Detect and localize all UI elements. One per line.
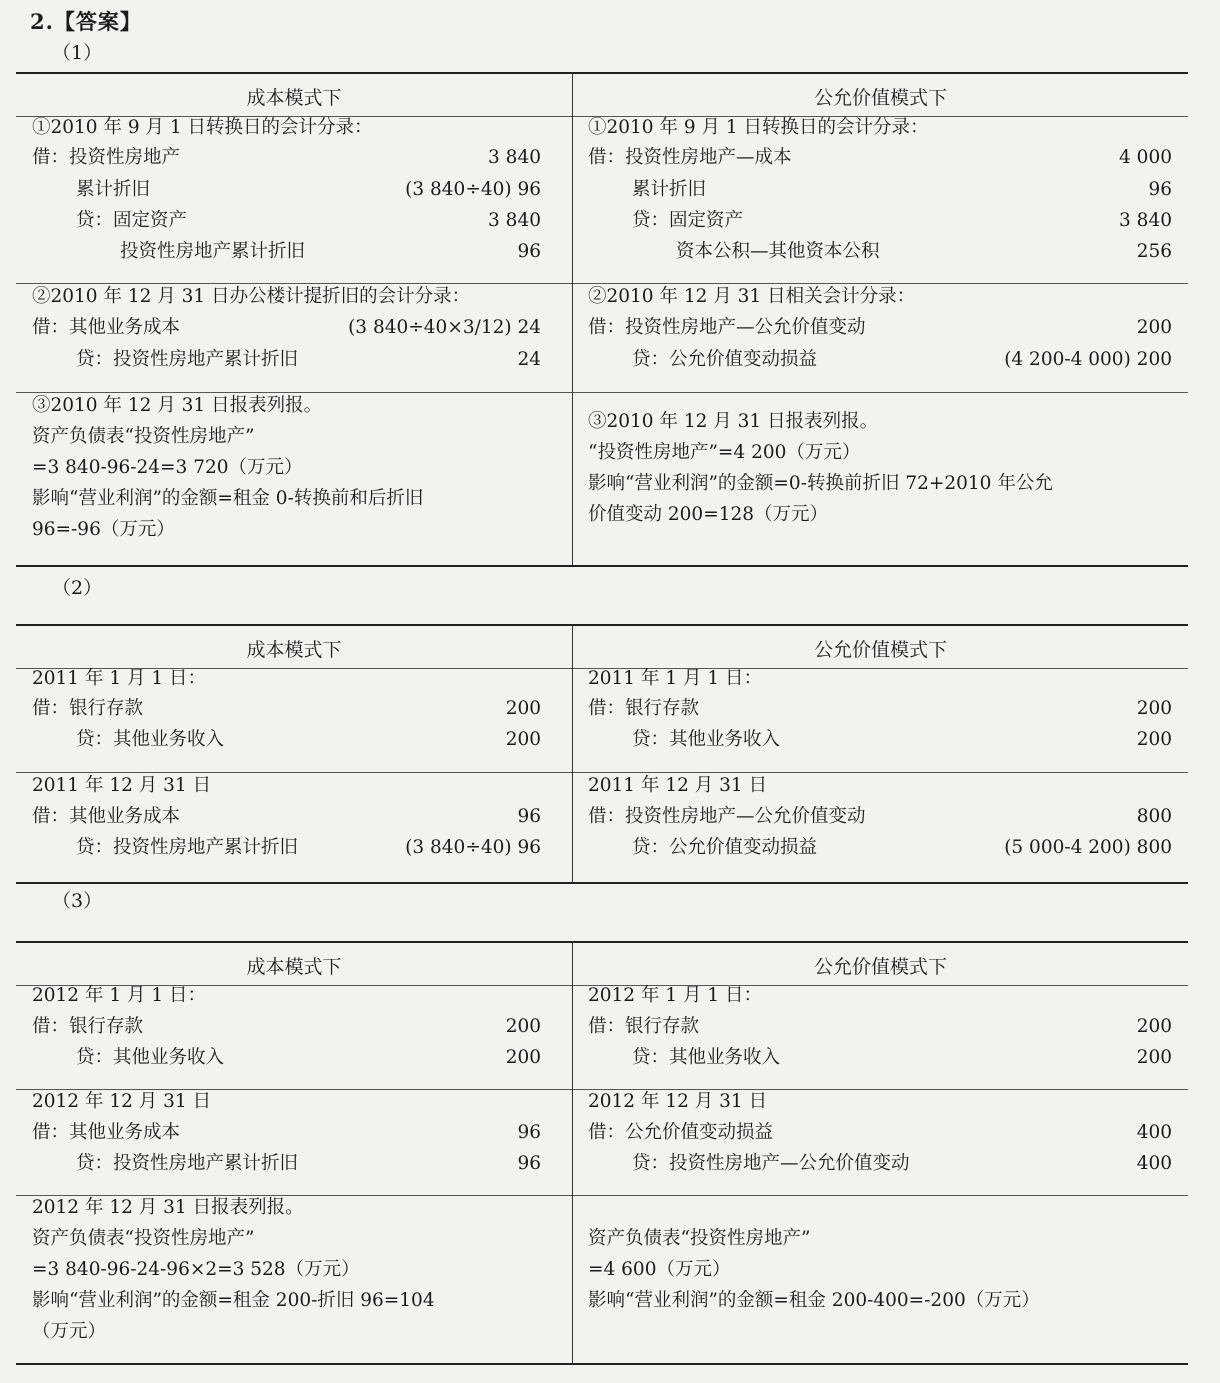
entry-line: 贷：公允价值变动损益 bbox=[632, 837, 818, 858]
column-header-fair-value: 公允价值模式下 bbox=[813, 639, 947, 661]
entry-line: =3 840-96-24-96×2=3 528（万元） bbox=[32, 1259, 360, 1280]
block-divider bbox=[16, 1089, 572, 1090]
table-bottom-rule bbox=[16, 565, 1188, 567]
part-label: （2） bbox=[52, 577, 103, 599]
entry-line: 影响“营业利润”的金额=租金 200-折旧 96=104 bbox=[32, 1290, 435, 1311]
entry-amount: 400 bbox=[1136, 1153, 1172, 1174]
entry-line: 96=-96（万元） bbox=[32, 519, 175, 540]
entry-amount: 400 bbox=[1136, 1122, 1172, 1143]
entry-line: ①2010 年 9 月 1 日转换日的会计分录： bbox=[588, 117, 929, 138]
entry-line: 资产负债表“投资性房地产” bbox=[32, 426, 255, 447]
entry-amount: 4 000 bbox=[1119, 147, 1172, 168]
entry-line: 资产负债表“投资性房地产” bbox=[588, 1228, 811, 1249]
block-divider bbox=[573, 772, 1188, 773]
entry-line: 贷：固定资产 bbox=[632, 210, 744, 231]
entry-line: 借：投资性房地产—成本 bbox=[588, 147, 792, 168]
entry-amount: 256 bbox=[1136, 241, 1172, 262]
column-divider bbox=[572, 624, 573, 882]
entry-line: 2011 年 1 月 1 日： bbox=[588, 668, 763, 689]
entry-amount: 800 bbox=[1136, 806, 1172, 827]
entry-line: （万元） bbox=[32, 1321, 107, 1342]
entry-amount: 200 bbox=[1136, 317, 1172, 338]
entry-line: 价值变动 200=128（万元） bbox=[588, 504, 829, 525]
entry-line: 影响“营业利润”的金额=0-转换前折旧 72+2010 年公允 bbox=[588, 473, 1053, 494]
entry-line: 贷：投资性房地产累计折旧 bbox=[76, 837, 299, 858]
table-bottom-rule bbox=[16, 1363, 1188, 1365]
entry-amount: 3 840 bbox=[1119, 210, 1172, 231]
entry-line: 贷：投资性房地产累计折旧 bbox=[76, 349, 299, 370]
column-header-cost: 成本模式下 bbox=[246, 87, 342, 109]
entry-line: “投资性房地产”=4 200（万元） bbox=[588, 442, 861, 463]
entry-line: =4 600（万元） bbox=[588, 1259, 731, 1280]
entry-line: 借：银行存款 bbox=[588, 698, 700, 719]
entry-line: 影响“营业利润”的金额=租金 0-转换前和后折旧 bbox=[32, 488, 424, 509]
entry-line: 2012 年 1 月 1 日： bbox=[32, 985, 207, 1006]
entry-line: 贷：其他业务收入 bbox=[76, 1047, 225, 1068]
entry-amount: 3 840 bbox=[488, 210, 541, 231]
entry-line: ③2010 年 12 月 31 日报表列报。 bbox=[32, 395, 323, 416]
entry-line: 2011 年 12 月 31 日 bbox=[588, 775, 768, 796]
entry-line: 2011 年 1 月 1 日： bbox=[32, 668, 207, 689]
block-divider bbox=[573, 1195, 1188, 1196]
entry-line: 借：其他业务成本 bbox=[32, 317, 181, 338]
entry-line: 累计折旧 bbox=[76, 179, 151, 200]
entry-line: 影响“营业利润”的金额=租金 200-400=-200（万元） bbox=[588, 1290, 1040, 1311]
entry-line: 借：其他业务成本 bbox=[32, 806, 181, 827]
entry-amount: (4 200-4 000) 200 bbox=[1004, 349, 1172, 370]
entry-line: 贷：投资性房地产—公允价值变动 bbox=[632, 1153, 910, 1174]
entry-amount: 96 bbox=[517, 806, 541, 827]
entry-line: 借：银行存款 bbox=[588, 1016, 700, 1037]
entry-line: 借：银行存款 bbox=[32, 698, 144, 719]
entry-amount: 24 bbox=[517, 349, 541, 370]
entry-amount: 200 bbox=[505, 1047, 541, 1068]
entry-amount: 96 bbox=[517, 1122, 541, 1143]
entry-line: 2012 年 12 月 31 日报表列报。 bbox=[32, 1197, 304, 1218]
entry-amount: 200 bbox=[505, 729, 541, 750]
entry-line: ②2010 年 12 月 31 日相关会计分录： bbox=[588, 286, 916, 307]
entry-line: 贷：固定资产 bbox=[76, 210, 188, 231]
table-top-rule bbox=[16, 624, 1188, 626]
block-divider bbox=[16, 283, 572, 284]
table-top-rule bbox=[16, 72, 1188, 74]
entry-amount: (3 840÷40) 96 bbox=[405, 837, 541, 858]
part-label: （3） bbox=[52, 890, 103, 912]
entry-line: 2012 年 12 月 31 日 bbox=[588, 1091, 768, 1112]
entry-line: 贷：其他业务收入 bbox=[632, 1047, 781, 1068]
column-header-cost: 成本模式下 bbox=[246, 639, 342, 661]
entry-amount: 3 840 bbox=[488, 147, 541, 168]
column-divider bbox=[572, 941, 573, 1363]
entry-amount: 200 bbox=[505, 698, 541, 719]
entry-line: 投资性房地产累计折旧 bbox=[120, 241, 306, 262]
entry-line: 借：投资性房地产—公允价值变动 bbox=[588, 806, 866, 827]
entry-amount: 200 bbox=[1136, 698, 1172, 719]
part-label: （1） bbox=[52, 42, 103, 64]
entry-amount: 200 bbox=[1136, 1016, 1172, 1037]
entry-line: 借：银行存款 bbox=[32, 1016, 144, 1037]
block-divider bbox=[16, 392, 572, 393]
entry-line: 借：投资性房地产 bbox=[32, 147, 181, 168]
entry-amount: 96 bbox=[1148, 179, 1172, 200]
entry-line: 贷：公允价值变动损益 bbox=[632, 349, 818, 370]
entry-line: ③2010 年 12 月 31 日报表列报。 bbox=[588, 411, 879, 432]
entry-amount: 96 bbox=[517, 241, 541, 262]
entry-line: 2012 年 12 月 31 日 bbox=[32, 1091, 212, 1112]
column-divider bbox=[572, 72, 573, 565]
entry-line: 累计折旧 bbox=[632, 179, 707, 200]
entry-line: 借：投资性房地产—公允价值变动 bbox=[588, 317, 866, 338]
entry-amount: 200 bbox=[1136, 729, 1172, 750]
entry-amount: (3 840÷40×3/12) 24 bbox=[348, 317, 541, 338]
block-divider bbox=[573, 283, 1188, 284]
entry-line: 借：公允价值变动损益 bbox=[588, 1122, 774, 1143]
block-divider bbox=[16, 772, 572, 773]
answer-heading: 2.【答案】 bbox=[30, 9, 142, 34]
entry-line: ②2010 年 12 月 31 日办公楼计提折旧的会计分录： bbox=[32, 286, 471, 307]
entry-line: 2012 年 1 月 1 日： bbox=[588, 985, 763, 1006]
entry-amount: 200 bbox=[505, 1016, 541, 1037]
entry-line: 贷：投资性房地产累计折旧 bbox=[76, 1153, 299, 1174]
entry-line: ①2010 年 9 月 1 日转换日的会计分录： bbox=[32, 117, 373, 138]
column-header-fair-value: 公允价值模式下 bbox=[813, 956, 947, 978]
table-bottom-rule bbox=[16, 882, 1188, 884]
column-header-fair-value: 公允价值模式下 bbox=[813, 87, 947, 109]
entry-amount: (5 000-4 200) 800 bbox=[1004, 837, 1172, 858]
entry-line: 借：其他业务成本 bbox=[32, 1122, 181, 1143]
entry-line: =3 840-96-24=3 720（万元） bbox=[32, 457, 303, 478]
entry-line: 资产负债表“投资性房地产” bbox=[32, 1228, 255, 1249]
block-divider bbox=[573, 392, 1188, 393]
block-divider bbox=[16, 1195, 572, 1196]
table-top-rule bbox=[16, 941, 1188, 943]
column-header-cost: 成本模式下 bbox=[246, 956, 342, 978]
entry-line: 贷：其他业务收入 bbox=[632, 729, 781, 750]
entry-amount: 200 bbox=[1136, 1047, 1172, 1068]
entry-line: 资本公积—其他资本公积 bbox=[676, 241, 880, 262]
block-divider bbox=[573, 1089, 1188, 1090]
entry-amount: 96 bbox=[517, 1153, 541, 1174]
entry-line: 2011 年 12 月 31 日 bbox=[32, 775, 212, 796]
entry-amount: (3 840÷40) 96 bbox=[405, 179, 541, 200]
entry-line: 贷：其他业务收入 bbox=[76, 729, 225, 750]
